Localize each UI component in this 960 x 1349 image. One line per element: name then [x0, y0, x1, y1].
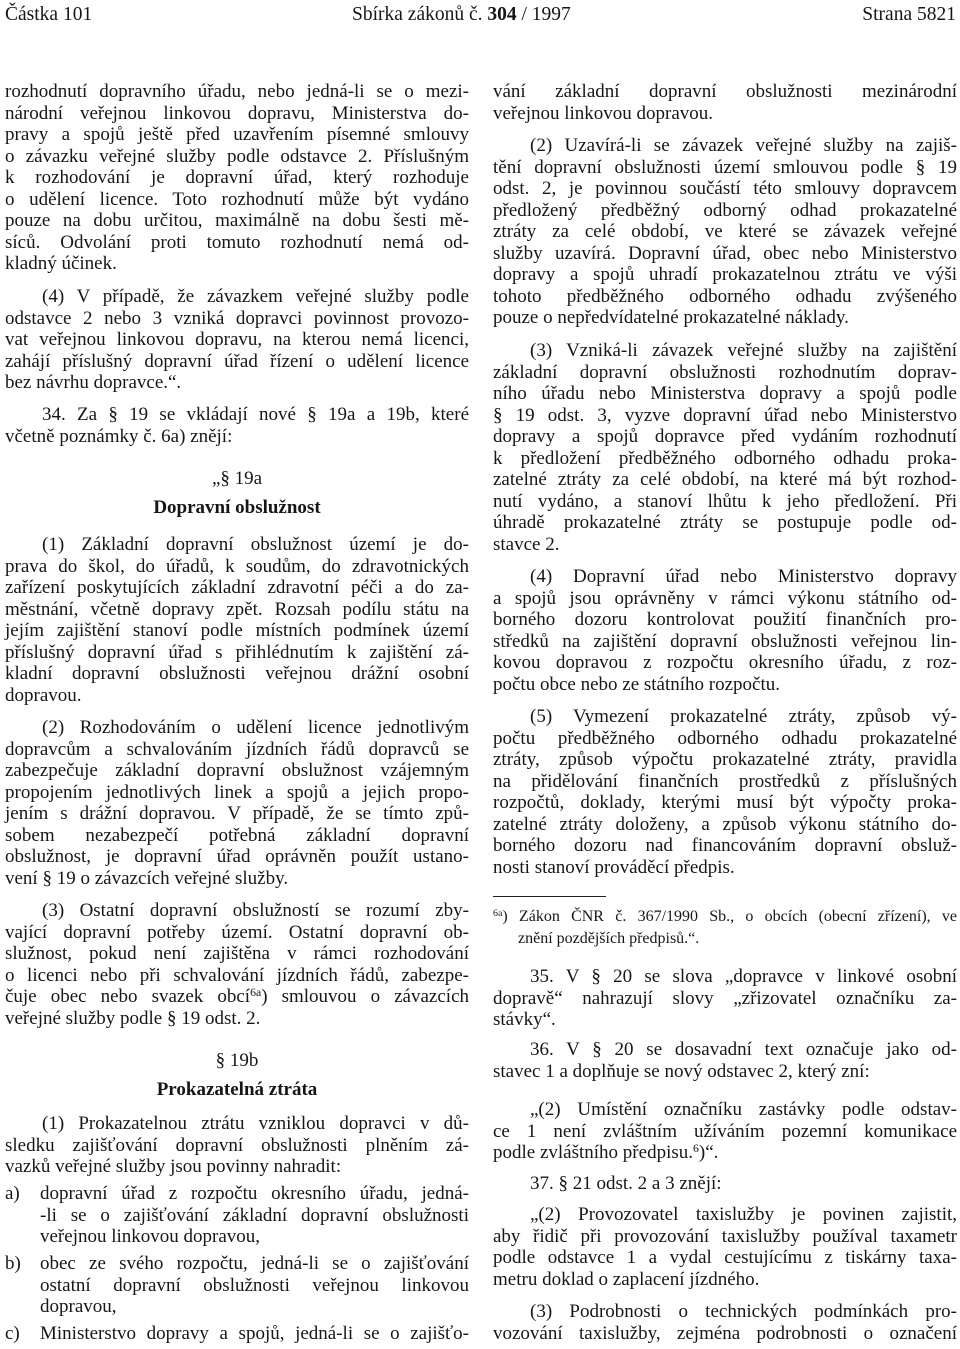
- text-line: o závazku veřejné služby podle odstavce 2. Příslušným: [5, 145, 469, 167]
- section-19b-paragraph-3: [493, 340, 957, 555]
- text-line: $^{6a}$) Zákon ČNR č. 367/1990 Sb., o obcích (obecní zřízení), ve: [493, 908, 957, 925]
- text-line: dopravy a spojů dopravce před vydáním rozhodnutí: [493, 426, 957, 447]
- text-line: (1) Základní dopravní obslužnost území je do-: [42, 534, 469, 555]
- text-line: ztráty, způsob výpočtu prokazatelné ztráty, pravidla: [493, 749, 957, 770]
- list-marker: b): [5, 1253, 21, 1274]
- text-line: 36. V § 20 se dosavadní text označuje jako od-: [530, 1039, 957, 1060]
- text-line: podle zvláštního předpisu.$^6$)“.: [493, 1142, 719, 1163]
- text-line: (1) Prokazatelnou ztrátu vzniklou dopravci v dů-: [42, 1113, 469, 1134]
- text-line: o licenci nebo při schvalování jízdních řádů, zabezpe-: [5, 964, 469, 986]
- issue-label: Částka 101: [5, 4, 93, 25]
- text-line: -li se o zajišťování základní dopravní obslužnosti: [40, 1204, 469, 1226]
- text-line: pouze o nepředvídatelné prokazatelné náklady.: [493, 307, 849, 328]
- page-number: Strana 5821: [862, 4, 956, 25]
- text-line: základní dopravní obslužnosti rozhodnutím doprav-: [493, 361, 957, 383]
- text-line: odst. 2, je povinnou součástí této smlouvy dopravcem: [493, 178, 957, 199]
- text-line: dopravcům a schvalováním jízdních řádů dopravců se: [5, 738, 469, 760]
- text-line: (3) Podrobnosti o technických podmínkách pro-: [530, 1301, 957, 1322]
- footnote-reference: 6: [693, 1142, 699, 1156]
- text-line: 35. V § 20 se slova „dopravce v linkové osobní: [530, 966, 957, 987]
- text-line: „(2) Provozovatel taxislužby je povinen zajistit,: [530, 1204, 957, 1225]
- text-line: metru doklad o zaplacení jízdného.: [493, 1268, 760, 1290]
- text-line: borného dozoru nad financováním dopravní obsluž-: [493, 835, 957, 856]
- list-item-text: [40, 1323, 469, 1345]
- text-line: tohoto předběžného odborného odhadu zvýšeného: [493, 285, 957, 307]
- section-heading-19b: § 19b: [215, 1050, 259, 1071]
- text-line: dopravě“ nahrazují slovy „zřizovatel označníku za-: [493, 987, 957, 1009]
- text-line: dopravní úřad z rozpočtu okresního úřadu, jedná-: [40, 1183, 469, 1204]
- text-line: kladní dopravní obslužnosti veřejnou drážní osobní: [5, 663, 469, 684]
- text-line: obec ze svého rozpočtu, jedná-li se o zajišťování: [40, 1253, 469, 1274]
- text-line: odstavce 2 nebo 3 vzniká dopravci povinnost provozo-: [5, 307, 469, 329]
- text-line: tění dopravní obslužnosti území smlouvou podle § 19: [493, 156, 957, 178]
- text-line: stávky“.: [493, 1009, 556, 1030]
- section-19b-paragraph-2: [493, 135, 957, 329]
- text-line: čuje obec nebo svazek obcí$^{6a}$) smlouvou o závazcích: [5, 986, 470, 1007]
- text-line: kladný účinek.: [5, 253, 117, 274]
- text-line: vení § 19 o závazcích veřejné služby.: [5, 867, 289, 889]
- section-19b-paragraph-5: [493, 706, 957, 878]
- text-line: služby uzavírá. Dopravní úřad, obec nebo Ministerstvo: [493, 242, 957, 264]
- text-line: počtu obce nebo ze státního rozpočtu.: [493, 673, 781, 695]
- amendment-point-34: [5, 404, 469, 447]
- text-line: úhradě prokazatelné ztráty se postupuje podle od-: [493, 512, 957, 533]
- collection-suffix: / 1997: [516, 4, 571, 25]
- section-title-19b: Prokazatelná ztráta: [156, 1079, 318, 1100]
- text-line: vání základní dopravní obslužnosti mezinárodní: [493, 81, 957, 102]
- text-line: městnání, včetně dopravy zpět. Rozsah podílu státu na: [5, 598, 469, 620]
- text-line: vozování taxislužby, zejména podrobnosti o označení: [493, 1322, 957, 1344]
- left-column: [5, 0, 469, 1349]
- text-line: zařízení poskytujících základní zdravotní péči a do za-: [5, 577, 469, 598]
- text-line: ce 1 není zvláštním užíváním pozemní komunikace: [493, 1120, 957, 1142]
- text-line: středků na zajištění dopravní obslužnosti veřejnou lin-: [493, 630, 957, 652]
- text-line: jením s drážní dopravou. V případě, že se tímto způ-: [5, 803, 469, 824]
- text-line: zabezpečuje základní dopravní obslužnost vzájemným: [5, 760, 469, 781]
- text-line: příslušný dopravní úřad s přihlédnutím k zajištění zá-: [5, 641, 469, 663]
- text-line: o udělení licence. Toto rozhodnutí může být vydáno: [5, 188, 469, 210]
- taxi-paragraph-3: [493, 1301, 957, 1344]
- text-line: stavce 2.: [493, 533, 560, 555]
- section-19b-paragraph-1: [5, 1113, 469, 1178]
- list-item-text: [40, 1253, 469, 1318]
- section-heading-19a: „§ 19a: [211, 468, 263, 489]
- text-line: borného dozoru kontrolovat použití finančních pro-: [493, 609, 957, 630]
- text-line: pravy a spojů ještě před uzavřením písemné smlouvy: [5, 124, 469, 145]
- text-line: (2) Rozhodováním o udělení licence jednotlivým: [42, 717, 469, 738]
- text-line: rozhodnutí dopravního úřadu, nebo jedná-li se o mezi-: [5, 81, 469, 102]
- text-line: rozpočtů, doklady, kterými musí být výpočty proka-: [493, 792, 957, 813]
- paragraph-continued: [5, 81, 469, 275]
- text-line: včetně poznámky č. 6a) znějí:: [5, 425, 233, 447]
- text-line: ního úřadu nebo Ministerstva dopravy a spojů podle: [493, 383, 957, 404]
- footnote-divider: [493, 896, 606, 897]
- list-item-a: [5, 1183, 469, 1248]
- text-line: národní veřejnou linkovou dopravu, Ministerstva do-: [5, 102, 469, 124]
- amendment-point-36: [493, 1039, 957, 1082]
- text-line: jejím zajištění stanoví podle místních podmínek území: [5, 620, 469, 641]
- text-line: prava do škol, do úřadů, k soudům, do zdravotnických: [5, 555, 469, 577]
- text-line: dopravy a spojů uhradí prokazatelnou ztrátu ve výši: [493, 264, 957, 285]
- text-line: 37. § 21 odst. 2 a 3 znějí:: [530, 1173, 722, 1194]
- paragraph-4: [5, 286, 469, 394]
- text-line: 34. Za § 19 se vkládají nové § 19a a 19b, které: [42, 404, 469, 425]
- text-line: aby řidič při provozování taxislužby používal taxametr: [493, 1225, 957, 1247]
- text-line: k rozhodování je dopravní úřad, který rozhoduje: [5, 167, 469, 188]
- text-line: (4) Dopravní úřad nebo Ministerstvo dopravy: [530, 566, 957, 587]
- list-item-c: [5, 1323, 469, 1345]
- text-line: k předložení předběžného odborného odhadu proka-: [493, 447, 957, 469]
- text-line: kovou dopravou z rozpočtu okresního úřadu, z roz-: [493, 652, 957, 673]
- text-line: počtu předběžného odborného odhadu prokazatelné: [493, 727, 957, 749]
- text-line: veřejné služby podle § 19 odst. 2.: [5, 1007, 261, 1029]
- footnote: [493, 906, 957, 950]
- text-line: Ministerstvo dopravy a spojů, jedná-li se o zajišťo-: [40, 1323, 469, 1344]
- text-line: vající dopravní potřeby území. Ostatní dopravní ob-: [5, 921, 469, 943]
- text-line: (4) V případě, že závazkem veřejné služby podle: [42, 286, 469, 307]
- text-line: vat veřejnou linkovou dopravu, na kterou nemá licenci,: [5, 329, 469, 350]
- text-line: ostatní dopravní obslužnosti veřejnou linkovou: [40, 1274, 469, 1296]
- text-line: (5) Vymezení prokazatelné ztráty, způsob vý-: [530, 706, 957, 727]
- text-line: a spojů jsou oprávněny v rámci výkonu státního od-: [493, 587, 957, 609]
- list-marker: a): [5, 1183, 20, 1204]
- inserted-paragraph-2: [493, 1099, 957, 1164]
- section-19b-paragraph-4: [493, 566, 957, 695]
- text-line: síců. Odvolání proti tomuto rozhodnutí nemá od-: [5, 231, 469, 253]
- text-line: dopravou.: [5, 684, 82, 706]
- text-line: nosti stanoví prováděcí předpis.: [493, 856, 735, 878]
- amendment-point-35: [493, 966, 957, 1031]
- text-line: „(2) Umístění označníku zastávky podle odstav-: [530, 1099, 957, 1120]
- taxi-paragraph-2: [493, 1204, 957, 1290]
- text-line: na přidělování finančních prostředků z příslušných: [493, 770, 957, 792]
- collection-prefix: Sbírka zákonů č.: [352, 4, 488, 25]
- text-line: pouze na dobu určitou, maximálně na dobu šesti mě-: [5, 210, 469, 231]
- collection-number: 304: [487, 4, 517, 25]
- section-19a-paragraph-2: [5, 717, 469, 889]
- text-line: veřejnou linkovou dopravou,: [40, 1226, 261, 1247]
- text-line: vazků veřejné služby jsou povinny nahradit:: [5, 1156, 342, 1177]
- text-line: (3) Vzniká-li závazek veřejné služby na zajištění: [530, 340, 957, 361]
- list-marker: c): [5, 1323, 20, 1344]
- text-line: sobem nezabezpečí potřebná základní dopravní: [5, 824, 469, 846]
- section-19a-paragraph-3: [5, 900, 469, 1029]
- text-line: (3) Ostatní dopravní obslužností se rozumí zby-: [42, 900, 469, 921]
- text-line: podle odstavce 1 a vydal cestujícímu z tiskárny taxa-: [493, 1247, 957, 1268]
- text-line: znění pozdějších předpisů.“.: [518, 930, 700, 947]
- list-item-text: [40, 1183, 469, 1248]
- text-line: zatelné ztráty doloženy, a způsob výkonu státního do-: [493, 813, 957, 835]
- text-line: dopravou,: [40, 1296, 117, 1317]
- text-line: (2) Uzavírá-li se závazek veřejné služby na zajiš-: [530, 135, 957, 156]
- footnote-reference: 6a: [493, 908, 503, 920]
- footnote-reference: 6a: [250, 986, 262, 1000]
- text-line: § 19 odst. 3, vyzve dopravní úřad nebo Ministerstvo: [493, 404, 957, 426]
- section-19a-paragraph-1: [5, 534, 469, 706]
- text-line: veřejnou linkovou dopravou.: [493, 102, 714, 124]
- text-line: služnost, pokud není zajištěna v rámci rozhodování: [5, 943, 469, 964]
- text-line: zahájí příslušný dopravní úřad řízení o udělení licence: [5, 350, 469, 372]
- text-line: propojením jednotlivých linek a spojů a jejich propo-: [5, 781, 469, 803]
- paragraph-continued: [493, 81, 957, 124]
- text-line: stavec 1 a doplňuje se nový odstavec 2, který zní:: [493, 1060, 870, 1082]
- text-line: obslužnost, je dopravní úřad oprávněn použít ustano-: [5, 846, 469, 867]
- amendment-point-37: [493, 1173, 957, 1195]
- text-line: nutí vydáno, a stanoví lhůtu k jeho předložení. Při: [493, 490, 957, 512]
- list-item-b: [5, 1253, 469, 1318]
- text-line: předložený předběžný odborný odhad prokazatelné: [493, 199, 957, 221]
- text-line: ztráty za celé období, ve které se závazek veřejné: [493, 221, 957, 242]
- right-column: [493, 0, 957, 1349]
- text-line: bez návrhu dopravce.“.: [5, 372, 182, 393]
- text-line: zatelné ztráty za celé období, na které má být rozhod-: [493, 469, 957, 490]
- section-title-19a: Dopravní obslužnost: [153, 497, 321, 518]
- text-line: sledku zajišťování dopravní obslužnosti plněním zá-: [5, 1134, 469, 1156]
